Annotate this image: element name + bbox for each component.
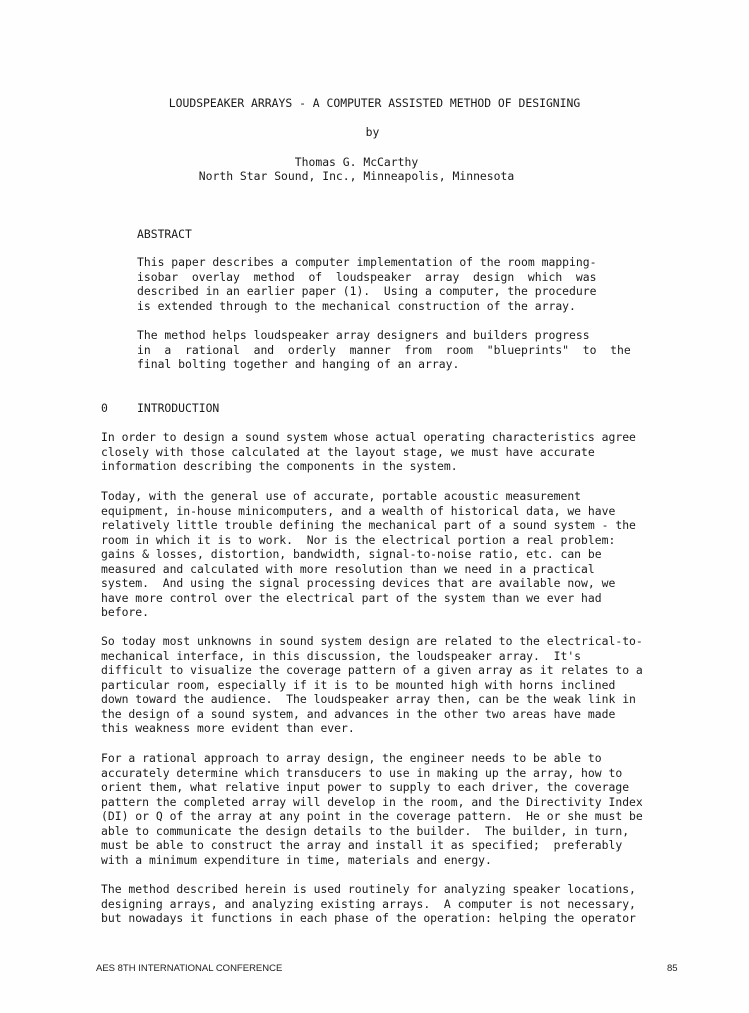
text-line: relatively little trouble defining the mechanical part of a sound system - the [101,518,636,532]
author-name: Thomas G. McCarthy [294,155,419,169]
abstract-paragraph [137,328,631,372]
text-line: For a rational approach to array design, the engineer needs to be able to [101,751,602,765]
body-paragraph [101,882,636,926]
text-line: have more control over the electrical part of the system than we ever had [101,590,602,605]
text-line: particular room, especially if it is to be mounted high with horns inclined [101,677,616,692]
text-line: able to communicate the design details to the builder. The builder, in turn, [101,823,630,838]
text-line: room in which it is to work. Nor is the electrical portion a real problem: [101,532,616,547]
text-line: mechanical interface, in this discussion, the loudspeaker array. It's [101,648,582,663]
text-line: isobar overlay method of loudspeaker array design which was [137,269,597,284]
text-line: (DI) or Q of the array at any point in the coverage pattern. He or she must be [101,809,643,823]
text-line: accurately determine which transducers to use in making up the array, how to [101,765,623,780]
text-line: final bolting together and hanging of an array. [137,357,460,371]
text-line: must be able to construct the array and install it as specified; preferably [101,838,623,852]
text-line: gains & losses, distortion, bandwidth, signal-to-noise ratio, etc. can be [101,547,602,561]
text-line: The method described herein is used routinely for analyzing speaker locations, [101,882,636,896]
paper-title: LOUDSPEAKER ARRAYS - A COMPUTER ASSISTED METHOD OF DESIGNING [168,96,581,110]
text-line: So today most unknowns in sound system design are related to the electrical-to- [101,634,643,648]
text-line: system. And using the signal processing devices that are available now, we [101,576,616,590]
text-line: described in an earlier paper (1). Using a computer, the procedure [137,284,597,298]
text-line: closely with those calculated at the layout stage, we must have accurate [101,444,595,459]
text-line: designing arrays, and analyzing existing arrays. A computer is not necessary, [101,896,636,911]
text-line: pattern the completed array will develop in the room, and the Directivity Index [101,794,643,809]
text-line: The method helps loudspeaker array designers and builders progress [137,328,590,342]
text-line: but nowadays it functions in each phase of the operation: helping the operator [101,911,636,925]
author-affiliation: North Star Sound, Inc., Minneapolis, Minnesota [198,169,515,183]
text-line: measured and calculated with more resolution than we need in a practical [101,561,595,576]
body-paragraph [101,430,636,474]
section-number: 0 [101,401,108,415]
body-paragraph [101,634,643,736]
text-line: orient them, what relative input power to supply to each driver, the coverage [101,780,630,794]
body-paragraph [101,751,643,867]
text-line: Today, with the general use of accurate, portable acoustic measurement [101,489,582,503]
text-line: In order to design a sound system whose actual operating characteristics agree [101,430,636,444]
byline: by [365,125,380,139]
text-line: difficult to visualize the coverage pattern of a given array as it relates to a [101,663,643,677]
text-line: in a rational and orderly manner from room "blueprints" to the [137,342,631,357]
text-line: down toward the audience. The loudspeaker array then, can be the weak link in [101,692,636,706]
abstract-paragraph [137,255,596,313]
abstract-heading: ABSTRACT [137,227,192,241]
text-line: is extended through to the mechanical construction of the array. [137,298,576,313]
text-line: the design of a sound system, and advances in the other two areas have made [101,706,616,721]
page-number: 85 [667,963,678,974]
text-line: before. [101,605,150,619]
text-line: this weakness more evident than ever. [101,721,355,735]
text-line: information describing the components in the system. [101,459,458,473]
text-line: with a minimum expenditure in time, materials and energy. [101,852,492,867]
footer-conference: AES 8TH INTERNATIONAL CONFERENCE [96,963,283,974]
section-title: INTRODUCTION [137,401,220,415]
text-line: equipment, in-house minicomputers, and a wealth of historical data, we have [101,503,616,518]
body-paragraph [101,489,636,620]
text-line: This paper describes a computer implementation of the room mapping- [137,255,597,269]
